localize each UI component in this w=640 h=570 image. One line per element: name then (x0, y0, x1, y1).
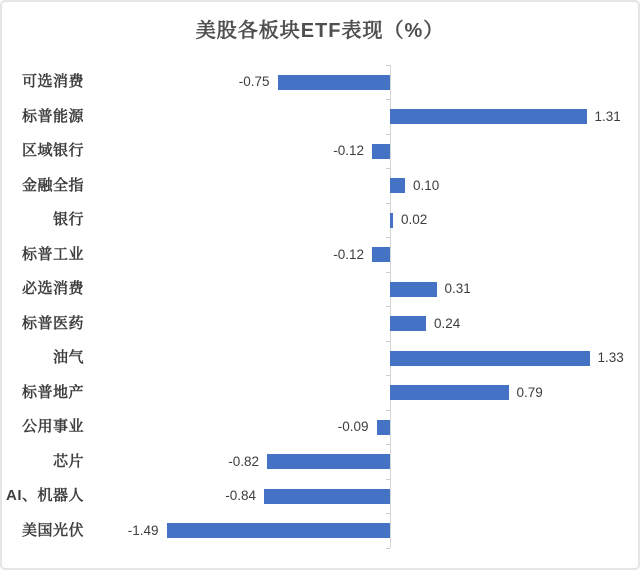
value-label: -0.12 (333, 143, 364, 158)
value-label: -0.82 (228, 453, 259, 469)
bar-row (0, 65, 640, 100)
bar-row (0, 341, 640, 376)
bar (278, 75, 391, 90)
bar-row (0, 479, 640, 514)
value-label: 1.31 (594, 108, 621, 124)
bar-row (0, 169, 640, 204)
bar-row (0, 203, 640, 238)
category-label: 区域银行 (21, 142, 84, 159)
value-label: 0.79 (516, 384, 543, 400)
bar (372, 144, 390, 159)
value-label: -0.12 (333, 246, 364, 262)
value-label: 0.10 (413, 177, 440, 193)
category-label: 芯片 (52, 452, 84, 470)
value-label: -0.75 (238, 74, 270, 89)
bar-row (0, 376, 640, 411)
bar-row (0, 134, 640, 169)
bar (390, 213, 393, 228)
category-label: 标普医药 (21, 314, 84, 332)
category-label: 可选消费 (21, 73, 84, 90)
bar (390, 385, 509, 400)
value-label: 0.31 (444, 281, 471, 296)
bar (390, 316, 426, 331)
value-label: -0.09 (337, 419, 369, 434)
bar (377, 420, 391, 435)
category-label: 公用事业 (21, 418, 84, 435)
value-label: 0.02 (401, 212, 428, 227)
value-label: -0.84 (225, 488, 256, 503)
bar (390, 178, 405, 193)
category-label: 金融全指 (21, 176, 84, 194)
category-label: 油气 (52, 349, 84, 366)
category-label: AI、机器人 (5, 487, 84, 504)
bar (390, 351, 590, 366)
bar (390, 109, 587, 124)
bar-row (0, 514, 640, 549)
chart-title: 美股各板块ETF表现（%） (195, 20, 445, 42)
bar (267, 454, 390, 469)
bar-row (0, 272, 640, 307)
value-label: -1.49 (127, 522, 159, 538)
bar (167, 523, 391, 538)
category-label: 美国光伏 (21, 521, 84, 539)
bar-row (0, 100, 640, 135)
value-label: 1.33 (597, 350, 624, 365)
category-label: 标普能源 (21, 107, 84, 125)
category-label: 标普工业 (21, 245, 84, 263)
category-label: 标普地产 (21, 383, 84, 401)
bar (264, 489, 390, 504)
category-label: 必选消费 (21, 280, 84, 297)
value-label: 0.24 (434, 315, 461, 331)
bar (390, 282, 437, 297)
category-label: 银行 (52, 211, 84, 228)
bar-row (0, 238, 640, 273)
bar-row (0, 445, 640, 480)
bar-row (0, 307, 640, 342)
bar-row (0, 410, 640, 445)
bar (372, 247, 390, 262)
